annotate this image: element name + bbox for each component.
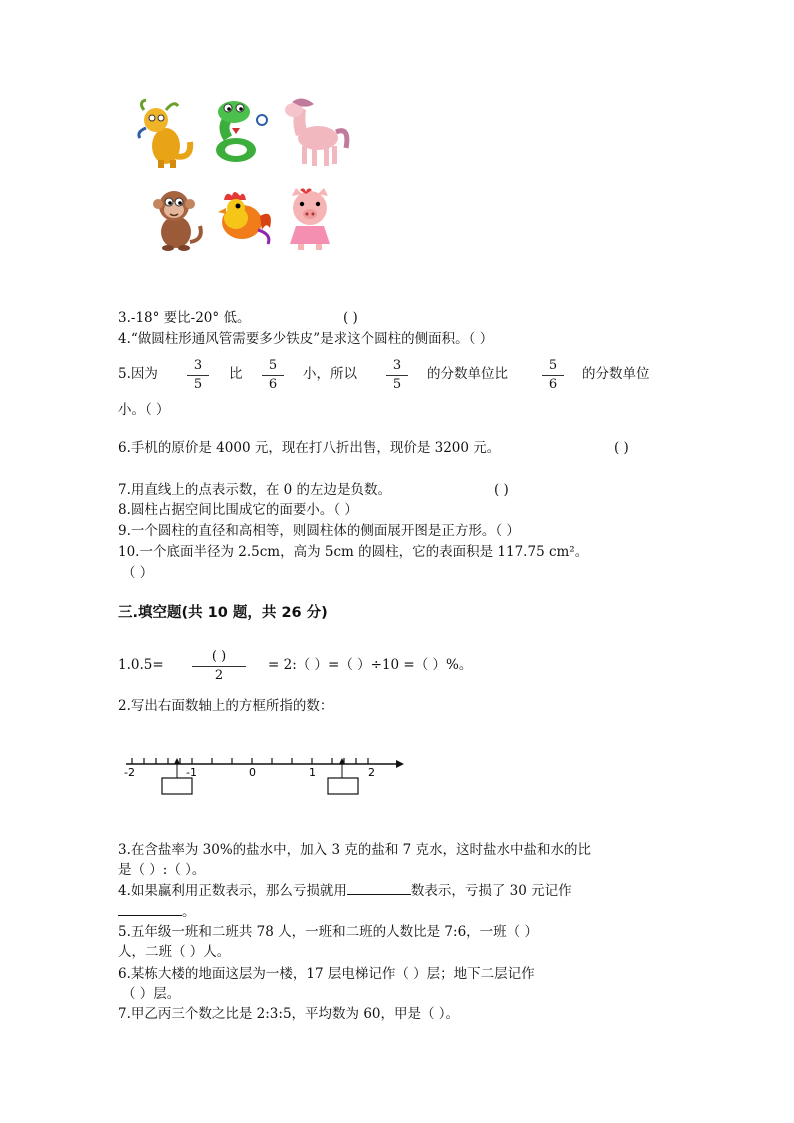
rooster-icon xyxy=(210,186,274,248)
tf-question-3-text: 3.-18° 要比-20° 低。 xyxy=(118,310,251,326)
axis-label-neg2: -2 xyxy=(124,766,135,779)
tf-question-3-paren[interactable]: ( ) xyxy=(343,310,358,326)
tf-question-9: 9.一个圆柱的直径和高相等，则圆柱体的侧面展开图是正方形。（ ） xyxy=(118,523,520,539)
tf-question-5-part1: 5.因为 xyxy=(118,366,158,382)
fill-question-4-part1: 4.如果赢利用正数表示，那么亏损就用 xyxy=(118,883,347,899)
fraction-blank-over-2: ( ) 2 xyxy=(192,649,246,684)
fill-question-3-line2: 是（ ）:（ ）。 xyxy=(118,862,206,878)
fraction-3-5-a: $\frac{3}{5}$ xyxy=(187,358,209,393)
fill-question-3-line1: 3.在含盐率为 30%的盐水中，加入 3 克的盐和 7 克水，这时盐水中盐和水的比 xyxy=(118,842,592,858)
answer-blank[interactable] xyxy=(347,882,411,895)
tf-question-5-part2: 比 xyxy=(229,366,243,382)
fraction-5-6-a: $\frac{5}{6}$ xyxy=(262,358,284,393)
tf-question-5-part4: 的分数单位比 xyxy=(427,366,508,382)
snake-icon xyxy=(206,98,272,166)
tf-question-5-part3: 小，所以 xyxy=(303,366,357,382)
answer-blank[interactable] xyxy=(118,903,182,916)
axis-label-neg1: -1 xyxy=(186,766,197,779)
fraction-5-6-b: $\frac{5}{6}$ xyxy=(542,358,564,393)
tf-question-6-paren[interactable]: ( ) xyxy=(614,440,629,456)
fill-question-4-part2: 数表示，亏损了 30 元记作 xyxy=(410,883,572,899)
tf-question-4: 4.“做圆柱形通风管需要多少铁皮”是求这个圆柱的侧面积。（ ） xyxy=(118,331,494,347)
axis-label-0: 0 xyxy=(249,766,256,779)
fill-question-2: 2.写出右面数轴上的方框所指的数： xyxy=(118,698,334,714)
answer-box-left[interactable] xyxy=(162,778,192,794)
axis-label-2: 2 xyxy=(368,766,375,779)
fill-question-5-line1: 5.五年级一班和二班共 78 人，一班和二班的人数比是 7:6，一班（ ） xyxy=(118,924,538,940)
fraction-3-5-b: $\frac{3}{5}$ xyxy=(386,358,408,393)
fill-question-7: 7.甲乙丙三个数之比是 2:3:5，平均数为 60，甲是（ ）。 xyxy=(118,1006,460,1022)
axis-label-1: 1 xyxy=(309,766,316,779)
horse-icon xyxy=(274,96,352,170)
answer-box-right[interactable] xyxy=(328,778,358,794)
tf-question-3 xyxy=(118,309,250,327)
tf-question-7: 7.用直线上的点表示数，在 0 的左边是负数。 xyxy=(118,482,392,498)
tf-question-10: 10.一个底面半径为 2.5cm，高为 5cm 的圆柱，它的表面积是 117.75 cm²。 xyxy=(118,544,589,560)
fill-question-6-line2: （ ）层。 xyxy=(122,986,181,1002)
fill-question-4 xyxy=(118,882,572,900)
tf-question-7-paren[interactable]: ( ) xyxy=(494,482,509,498)
fill-question-4-line2 xyxy=(118,903,196,921)
pig-icon xyxy=(282,186,338,252)
tf-question-10-line2: （ ） xyxy=(122,565,154,581)
tf-question-8: 8.圆柱占据空间比围成它的面要小。（ ） xyxy=(118,502,358,518)
dragon-icon xyxy=(134,98,198,170)
monkey-icon xyxy=(146,186,206,254)
number-line xyxy=(120,744,404,800)
tf-question-5-line2: 小。（ ） xyxy=(118,402,170,418)
tf-question-5-part5: 的分数单位 xyxy=(582,366,650,382)
fill-question-6-line1: 6.某栋大楼的地面这层为一楼，17 层电梯记作（ ）层；地下二层记作 xyxy=(118,966,535,982)
fill-question-1-lead: 1.0.5= xyxy=(118,657,164,673)
fill-question-1-rest: = 2:（ ）=（ ）÷10 =（ ）%。 xyxy=(268,657,473,673)
fill-question-5-line2: 人，二班（ ）人。 xyxy=(118,944,231,960)
tf-question-6: 6.手机的原价是 4000 元，现在打八折出售，现价是 3200 元。 xyxy=(118,440,501,456)
section-heading: 三.填空题(共 10 题，共 26 分) xyxy=(118,605,328,621)
fill-question-4-end: 。 xyxy=(182,904,196,920)
